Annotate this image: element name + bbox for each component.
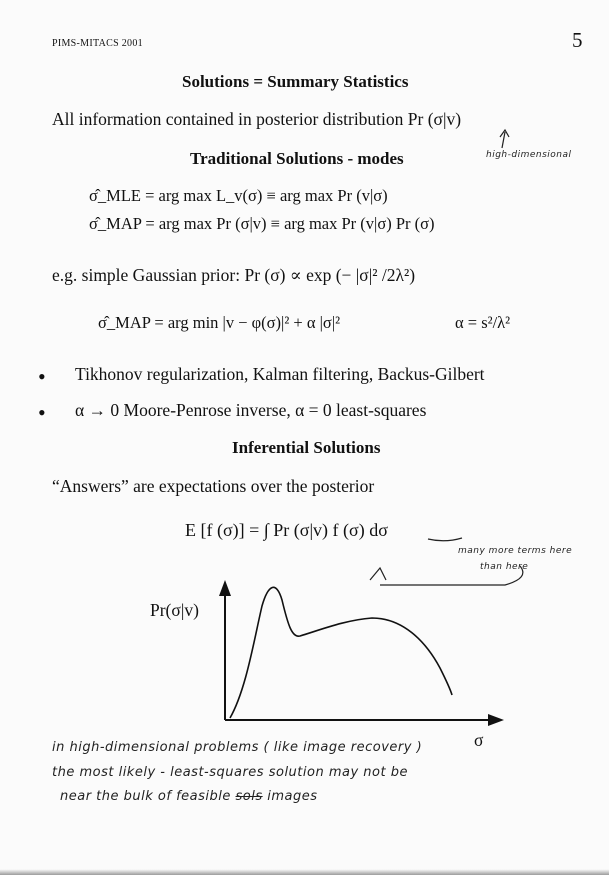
plot-y-label: Pr(σ|v) bbox=[150, 600, 199, 620]
handwritten-note-end: images bbox=[267, 789, 318, 804]
annotation-arrow bbox=[380, 566, 523, 585]
bullet-item: Tikhonov regularization, Kalman filtering, Backus-Gilbert bbox=[75, 364, 485, 384]
equation-mle: σ̂_MLE = arg max L_v(σ) ≡ arg max Pr (v|σ) bbox=[89, 186, 388, 205]
plot-y-axis-arrow bbox=[219, 580, 231, 596]
posterior-curve bbox=[230, 587, 452, 718]
dsigma-underline bbox=[428, 538, 462, 541]
equation-map: σ̂_MAP = arg max Pr (σ|v) ≡ arg max Pr (v|σ) Pr (σ) bbox=[89, 214, 435, 233]
handwritten-note-line3 bbox=[60, 789, 318, 804]
terms-annotation-line2: than here bbox=[480, 562, 529, 572]
handwritten-note-line1: in high-dimensional problems ( like image recovery ) bbox=[52, 740, 423, 755]
terms-annotation-line1: many more terms here bbox=[458, 546, 573, 556]
gaussian-prior-line: e.g. simple Gaussian prior: Pr (σ) ∝ exp (− |σ|² /2λ²) bbox=[52, 265, 416, 285]
answers-line: “Answers” are expectations over the posterior bbox=[52, 476, 375, 496]
slide-title: Solutions = Summary Statistics bbox=[182, 72, 409, 91]
bullet-marker: • bbox=[38, 364, 46, 389]
bullet-marker: • bbox=[38, 400, 46, 425]
bullet-item: α → 0 Moore-Penrose inverse, α = 0 least-squares bbox=[75, 400, 427, 420]
plot-x-axis-arrow bbox=[488, 714, 504, 726]
traditional-solutions-heading: Traditional Solutions - modes bbox=[190, 149, 404, 168]
scan-bottom-edge bbox=[0, 869, 609, 875]
info-line: All information contained in posterior distribution Pr (σ|v) bbox=[52, 109, 462, 129]
handwritten-crossed-word: sols bbox=[235, 789, 263, 804]
equation-map-min: σ̂_MAP = arg min |v − φ(σ)|² + α |σ|² bbox=[98, 313, 341, 332]
expectation-equation: E [f (σ)] = ∫ Pr (σ|v) f (σ) dσ bbox=[185, 520, 388, 540]
equation-alpha: α = s²/λ² bbox=[455, 313, 511, 332]
inferential-solutions-heading: Inferential Solutions bbox=[232, 438, 381, 457]
handwritten-note-line3-text: near the bulk of feasible bbox=[60, 789, 231, 804]
plot-x-label: σ bbox=[474, 730, 484, 750]
annotation-arrow-head bbox=[370, 568, 386, 580]
handwritten-note-line2: the most likely - least-squares solution may not be bbox=[52, 765, 408, 780]
high-dimensional-annotation: high-dimensional bbox=[486, 150, 572, 160]
page-number: 5 bbox=[572, 28, 583, 52]
running-header: PIMS-MITACS 2001 bbox=[52, 38, 143, 49]
